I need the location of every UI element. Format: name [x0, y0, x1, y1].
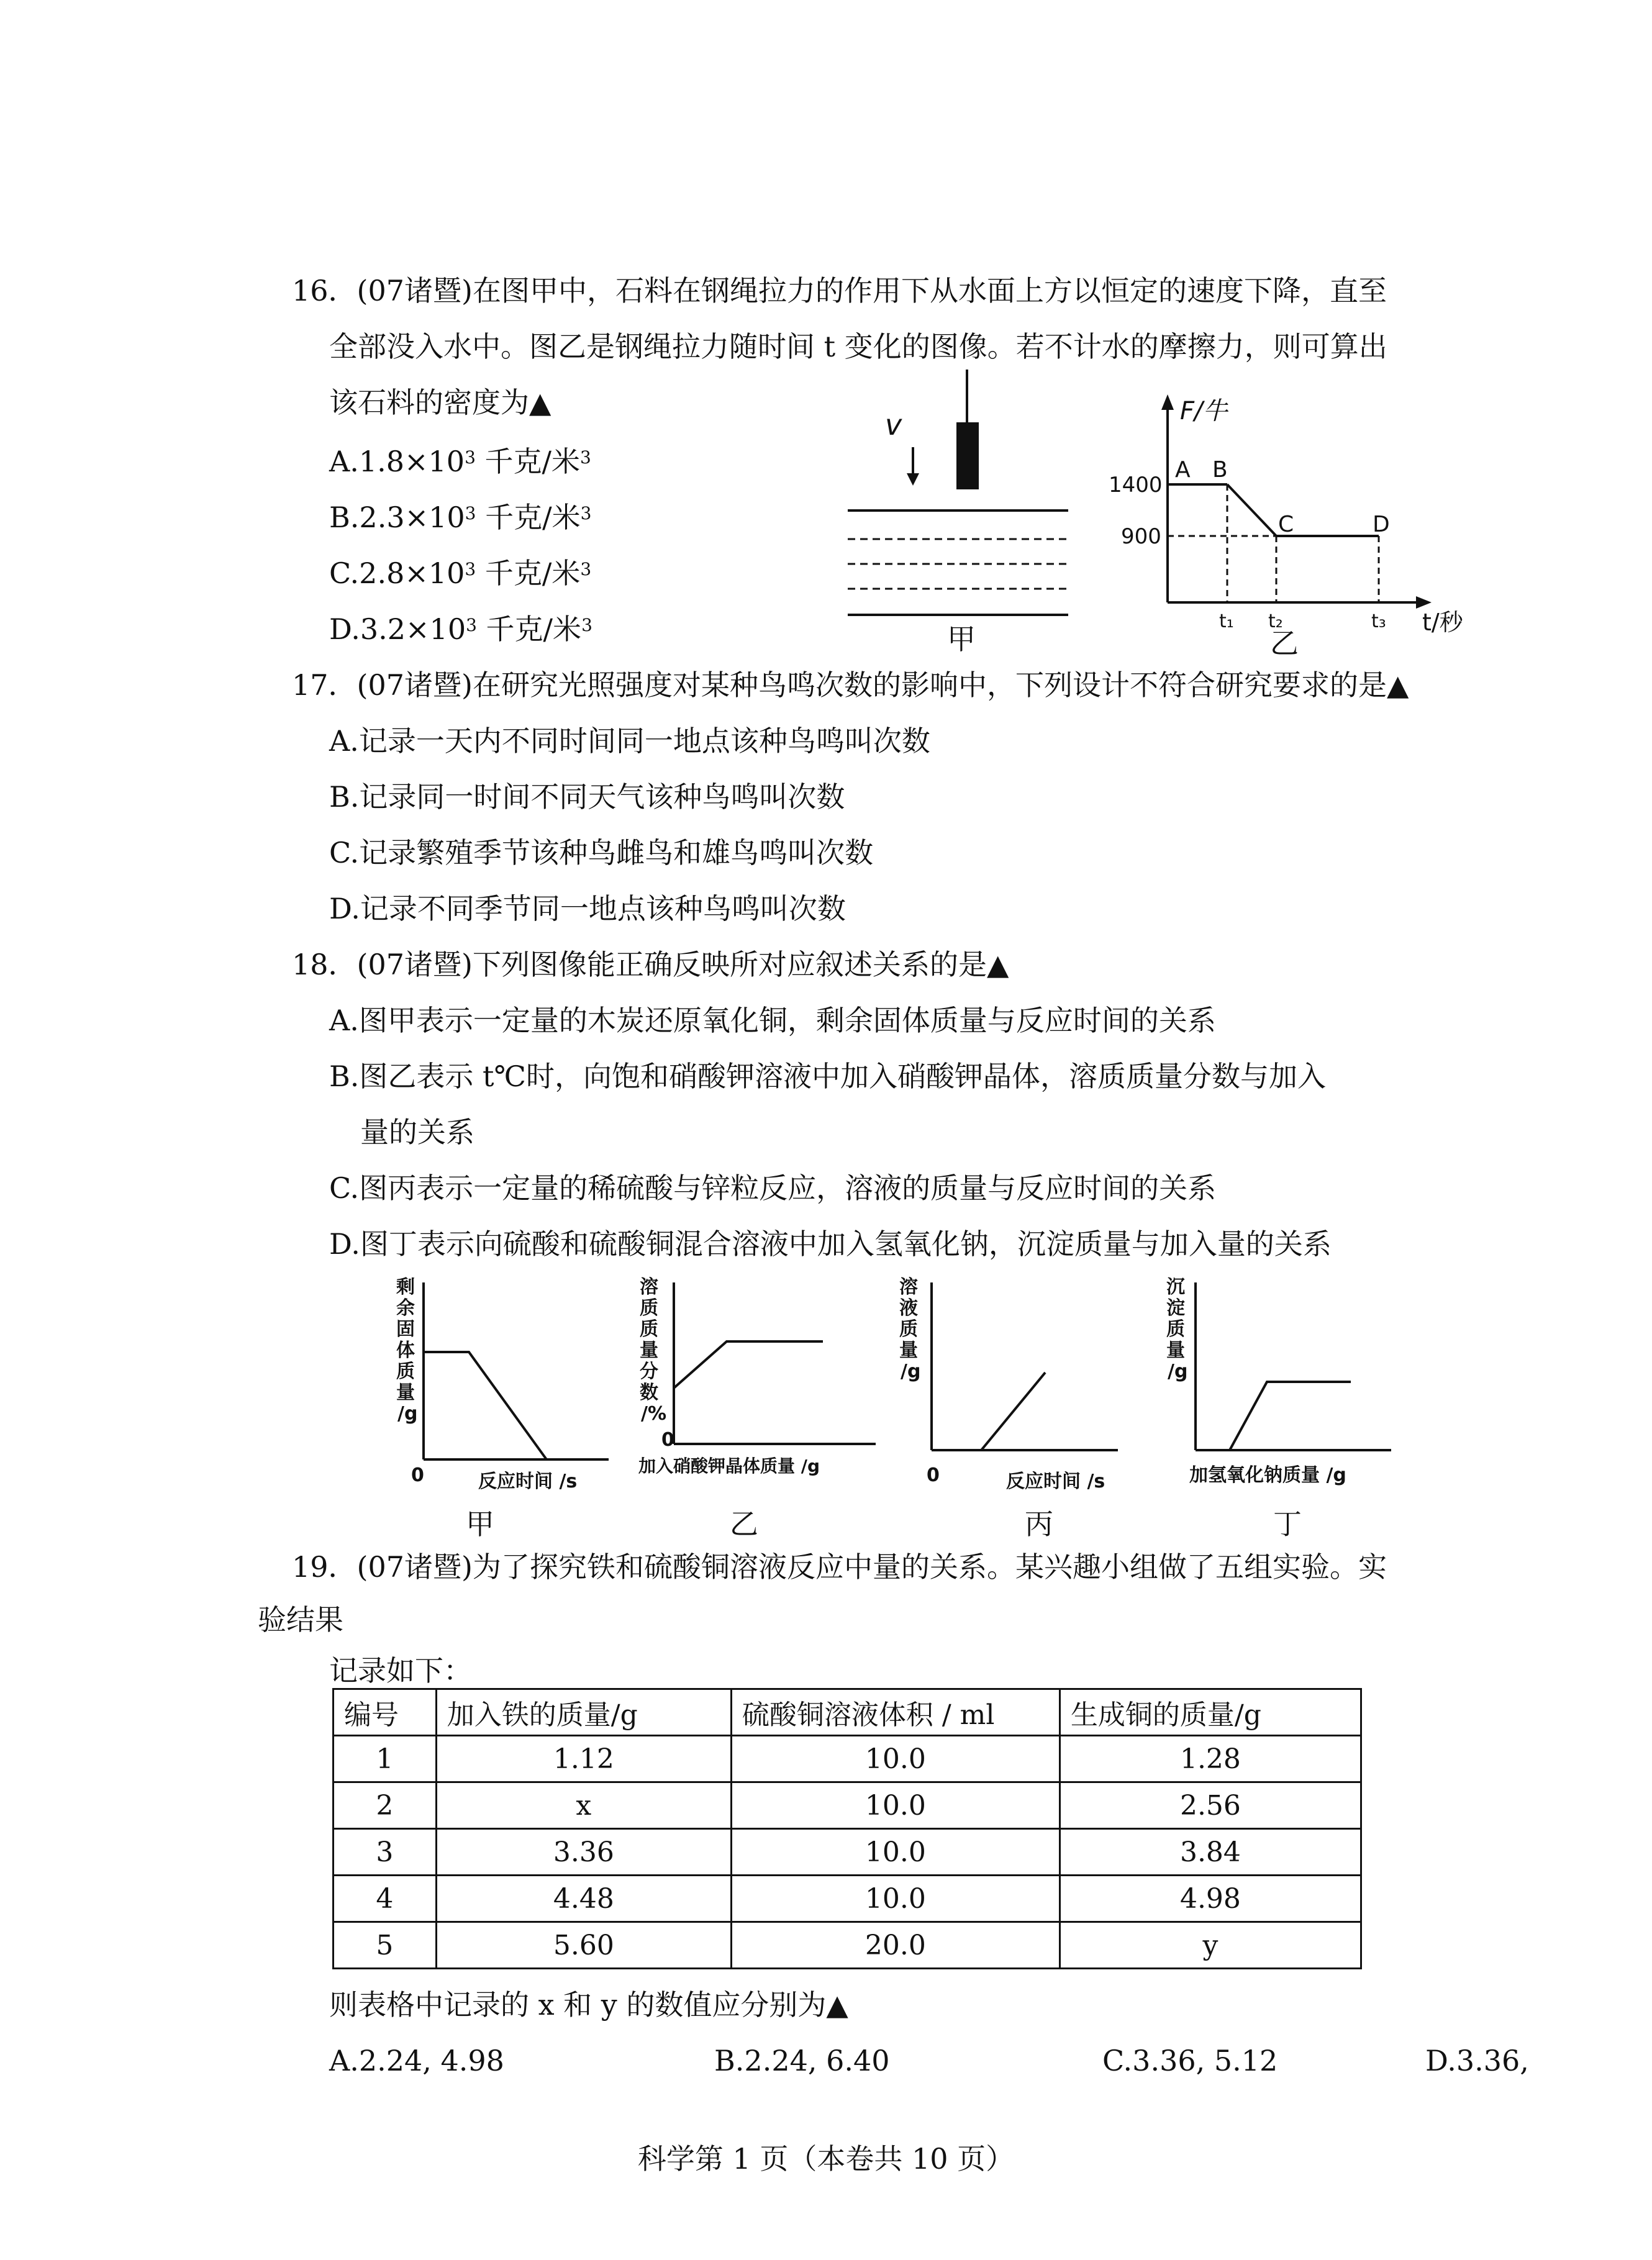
table-cell: 3: [334, 1829, 437, 1876]
graph-jia-ylabel-char: 量: [396, 1382, 415, 1404]
table-cell: 4.48: [436, 1876, 731, 1922]
q16-stem-line-3: 该石料的密度为▲: [329, 386, 551, 419]
table-cell: 5.60: [436, 1922, 731, 1969]
table-cell: 1.12: [436, 1736, 731, 1782]
table-row: [334, 1876, 1361, 1922]
yi-y-axis-label: F/牛: [1180, 397, 1228, 425]
q16-option-b-exp: 3: [465, 503, 476, 524]
q18-stem: 18．(07诸暨)下列图像能正确反映所对应叙述关系的是▲: [292, 948, 1009, 981]
graph-yi-ylabel-char: 溶: [640, 1276, 658, 1298]
table-cell: x: [436, 1782, 731, 1829]
table-cell: 10.0: [731, 1876, 1060, 1922]
q17-stem: 17．(07诸暨)在研究光照强度对某种鸟鸣次数的影响中，下列设计不符合研究要求的是▲: [292, 668, 1409, 702]
q16-option-a: [329, 443, 591, 480]
yi-point-a: A: [1175, 457, 1191, 483]
table-row: [334, 1736, 1361, 1782]
q18-option-a: A.图甲表示一定量的木炭还原氧化铜，剩余固体质量与反应时间的关系: [329, 1004, 1216, 1037]
graph-ding-caption: 丁: [1273, 1507, 1302, 1541]
results-table: [332, 1688, 1362, 1969]
q16-option-d-unit: 千克/米: [476, 612, 582, 646]
q19-option-b: B.2.24, 6.40: [714, 2044, 890, 2077]
q16-option-d: [329, 610, 592, 648]
graph-bing-ylabel-char: 量: [899, 1340, 918, 1361]
table-cell: 20.0: [731, 1922, 1060, 1969]
velocity-label: v: [885, 408, 902, 442]
q18-graph-yi: [627, 1273, 901, 1546]
q18-graph-bing: [894, 1273, 1143, 1546]
q16-option-c-unit: 千克/米: [476, 556, 581, 590]
graph-ding-ylabel-char: 淀: [1166, 1297, 1185, 1319]
graph-bing-curve: [981, 1373, 1045, 1450]
q16-option-c-unit-exp: 3: [580, 559, 592, 579]
page-footer: 科学第 1 页（本卷共 10 页）: [637, 2142, 1015, 2176]
velocity-arrowhead: [907, 473, 919, 486]
table-cell: 10.0: [731, 1829, 1060, 1876]
graph-yi-ylabel-char: 分: [640, 1361, 658, 1382]
table-cell: 3.36: [436, 1829, 731, 1876]
graph-ding-ylabel: [1166, 1276, 1187, 1382]
graph-ding-ylabel-char: 沉: [1166, 1276, 1185, 1298]
table-cell: 3.84: [1060, 1829, 1361, 1876]
q19-stem-line-1: 19．(07诸暨)为了探究铁和硫酸铜溶液反应中量的关系。某兴趣小组做了五组实验。实: [292, 1550, 1387, 1584]
graph-jia-caption: 甲: [466, 1507, 494, 1541]
table-cell: 10.0: [731, 1736, 1060, 1782]
table-cell: 4: [334, 1876, 437, 1922]
table-cell: 5: [334, 1922, 437, 1969]
q16-option-d-prefix: D.3.2×10: [329, 612, 466, 646]
q16-option-c-prefix: C.2.8×10: [329, 556, 465, 590]
q16-option-c-exp: 3: [465, 559, 476, 579]
q16-option-d-exp: 3: [466, 615, 477, 635]
graph-bing-ylabel-char: 液: [899, 1297, 918, 1319]
graph-yi-ylabel-char: /%: [641, 1403, 667, 1425]
graph-jia-ylabel-char: 固: [396, 1318, 415, 1340]
graph-ding-curve: [1230, 1382, 1351, 1450]
q19-stem-line-2: 验结果: [258, 1603, 343, 1636]
figure-jia-caption: 甲: [947, 622, 976, 656]
yi-y-tick-900: 900: [1121, 524, 1161, 549]
q16-stem-line-2: 全部没入水中。图乙是钢绳拉力随时间 t 变化的图像。若不计水的摩擦力，则可算出: [329, 330, 1387, 363]
table-header-cell: 编号: [334, 1689, 437, 1736]
q19-question: 则表格中记录的 x 和 y 的数值应分别为▲: [329, 1988, 848, 2022]
graph-yi-origin: 0: [661, 1429, 674, 1451]
graph-jia-ylabel-char: 体: [396, 1340, 415, 1361]
table-cell: 4.98: [1060, 1876, 1361, 1922]
table-row: [334, 1829, 1361, 1876]
q16-option-a-unit-exp: 3: [580, 447, 591, 468]
graph-ding-ylabel-char: /g: [1168, 1361, 1188, 1382]
table-header-row: [334, 1689, 1361, 1736]
q16-option-b-prefix: B.2.3×10: [329, 501, 465, 534]
graph-jia-ylabel-char: 质: [396, 1361, 415, 1382]
figure-yi-caption: 乙: [1270, 627, 1299, 658]
q18-graph-jia: [373, 1273, 633, 1546]
graph-yi-caption: 乙: [730, 1507, 758, 1541]
q16-option-d-unit-exp: 3: [581, 615, 592, 635]
q19-option-a: A.2.24, 4.98: [329, 2044, 504, 2077]
table-cell: y: [1060, 1922, 1361, 1969]
graph-ding-xlabel: 加氢氧化钠质量 /g: [1189, 1464, 1346, 1486]
table-header-cell: 生成铜的质量/g: [1060, 1689, 1361, 1736]
yi-x-tick-t2: t₂: [1268, 610, 1283, 632]
yi-x-arrowhead: [1416, 596, 1432, 609]
graph-yi-ylabel-char: 质: [640, 1297, 658, 1319]
graph-jia-ylabel-char: 剩: [396, 1276, 415, 1298]
q19-option-c: C.3.36, 5.12: [1102, 2044, 1278, 2077]
q16-option-b-unit: 千克/米: [476, 501, 581, 534]
yi-point-b: B: [1212, 457, 1228, 483]
table-header-cell: 硫酸铜溶液体积 / ml: [731, 1689, 1060, 1736]
graph-bing-xlabel: 反应时间 /s: [1006, 1471, 1105, 1492]
q18-option-b-cont: 量的关系: [360, 1115, 474, 1149]
q18-graph-ding: [1143, 1273, 1416, 1546]
yi-x-tick-t1: t₁: [1219, 610, 1234, 632]
graph-yi-xlabel: 加入硝酸钾晶体质量 /g: [638, 1456, 820, 1476]
table-cell: 2.56: [1060, 1782, 1361, 1829]
table-cell: 10.0: [731, 1782, 1060, 1829]
yi-x-tick-t3: t₃: [1371, 610, 1386, 632]
graph-bing-ylabel-char: /g: [901, 1361, 921, 1382]
yi-y-arrowhead: [1161, 394, 1174, 410]
table-cell: 1: [334, 1736, 437, 1782]
graph-ding-ylabel-char: 质: [1166, 1318, 1185, 1340]
yi-segment-bc: [1227, 484, 1276, 536]
graph-jia-xlabel: 反应时间 /s: [478, 1471, 578, 1492]
q17-option-c: C.记录繁殖季节该种鸟雌鸟和雄鸟鸣叫次数: [329, 836, 874, 869]
q16-stem-line-1: 16．(07诸暨)在图甲中，石料在钢绳拉力的作用下从水面上方以恒定的速度下降，直至: [292, 274, 1387, 307]
graph-bing-ylabel-char: 质: [899, 1318, 918, 1340]
yi-x-axis-label: t/秒: [1422, 609, 1463, 636]
graph-bing-origin: 0: [927, 1464, 940, 1486]
q16-option-a-exp: 3: [465, 447, 476, 468]
q16-option-a-prefix: A.1.8×10: [329, 445, 465, 478]
q16-option-a-unit: 千克/米: [475, 445, 581, 478]
graph-jia-ylabel-char: /g: [397, 1403, 418, 1425]
q17-option-a: A.记录一天内不同时间同一地点该种鸟鸣叫次数: [329, 724, 930, 758]
yi-point-c: C: [1278, 512, 1294, 537]
stone-block: [956, 422, 979, 489]
table-cell: 2: [334, 1782, 437, 1829]
q16-option-b-unit-exp: 3: [580, 503, 592, 524]
table-row: [334, 1922, 1361, 1969]
q18-option-d: D.图丁表示向硫酸和硫酸铜混合溶液中加入氢氧化钠，沉淀质量与加入量的关系: [329, 1227, 1332, 1261]
graph-yi-ylabel: [640, 1276, 666, 1425]
q18-option-b: B.图乙表示 t℃时，向饱和硝酸钾溶液中加入硝酸钾晶体，溶质质量分数与加入: [329, 1060, 1326, 1093]
table-header-cell: 加入铁的质量/g: [436, 1689, 731, 1736]
q19-stem-line-3: 记录如下：: [329, 1654, 472, 1687]
graph-jia-ylabel-char: 余: [396, 1297, 415, 1319]
q17-option-d: D.记录不同季节同一地点该种鸟鸣叫次数: [329, 892, 846, 925]
graph-yi-ylabel-char: 量: [640, 1340, 658, 1361]
graph-bing-caption: 丙: [1025, 1507, 1053, 1541]
graph-jia-origin: 0: [411, 1464, 424, 1486]
graph-jia-curve: [424, 1352, 547, 1459]
graph-jia-ylabel: [396, 1276, 417, 1425]
graph-bing-ylabel: [899, 1276, 920, 1382]
graph-yi-ylabel-char: 数: [640, 1382, 658, 1404]
yi-point-d: D: [1373, 512, 1390, 537]
yi-y-tick-1400: 1400: [1109, 473, 1163, 497]
graph-ding-ylabel-char: 量: [1166, 1340, 1185, 1361]
q16-option-b: [329, 499, 591, 536]
q16-figure-yi: [1105, 391, 1478, 658]
q16-figure-jia: [832, 366, 1081, 677]
q19-option-d: D.3.36,: [1425, 2044, 1529, 2077]
q18-option-c: C.图丙表示一定量的稀硫酸与锌粒反应，溶液的质量与反应时间的关系: [329, 1171, 1217, 1205]
q16-option-c: [329, 555, 591, 592]
table-cell: 1.28: [1060, 1736, 1361, 1782]
graph-bing-ylabel-char: 溶: [899, 1276, 918, 1298]
graph-yi-ylabel-char: 质: [640, 1318, 658, 1340]
graph-yi-curve: [674, 1341, 823, 1388]
q17-option-b: B.记录同一时间不同天气该种鸟鸣叫次数: [329, 780, 845, 814]
table-row: [334, 1782, 1361, 1829]
